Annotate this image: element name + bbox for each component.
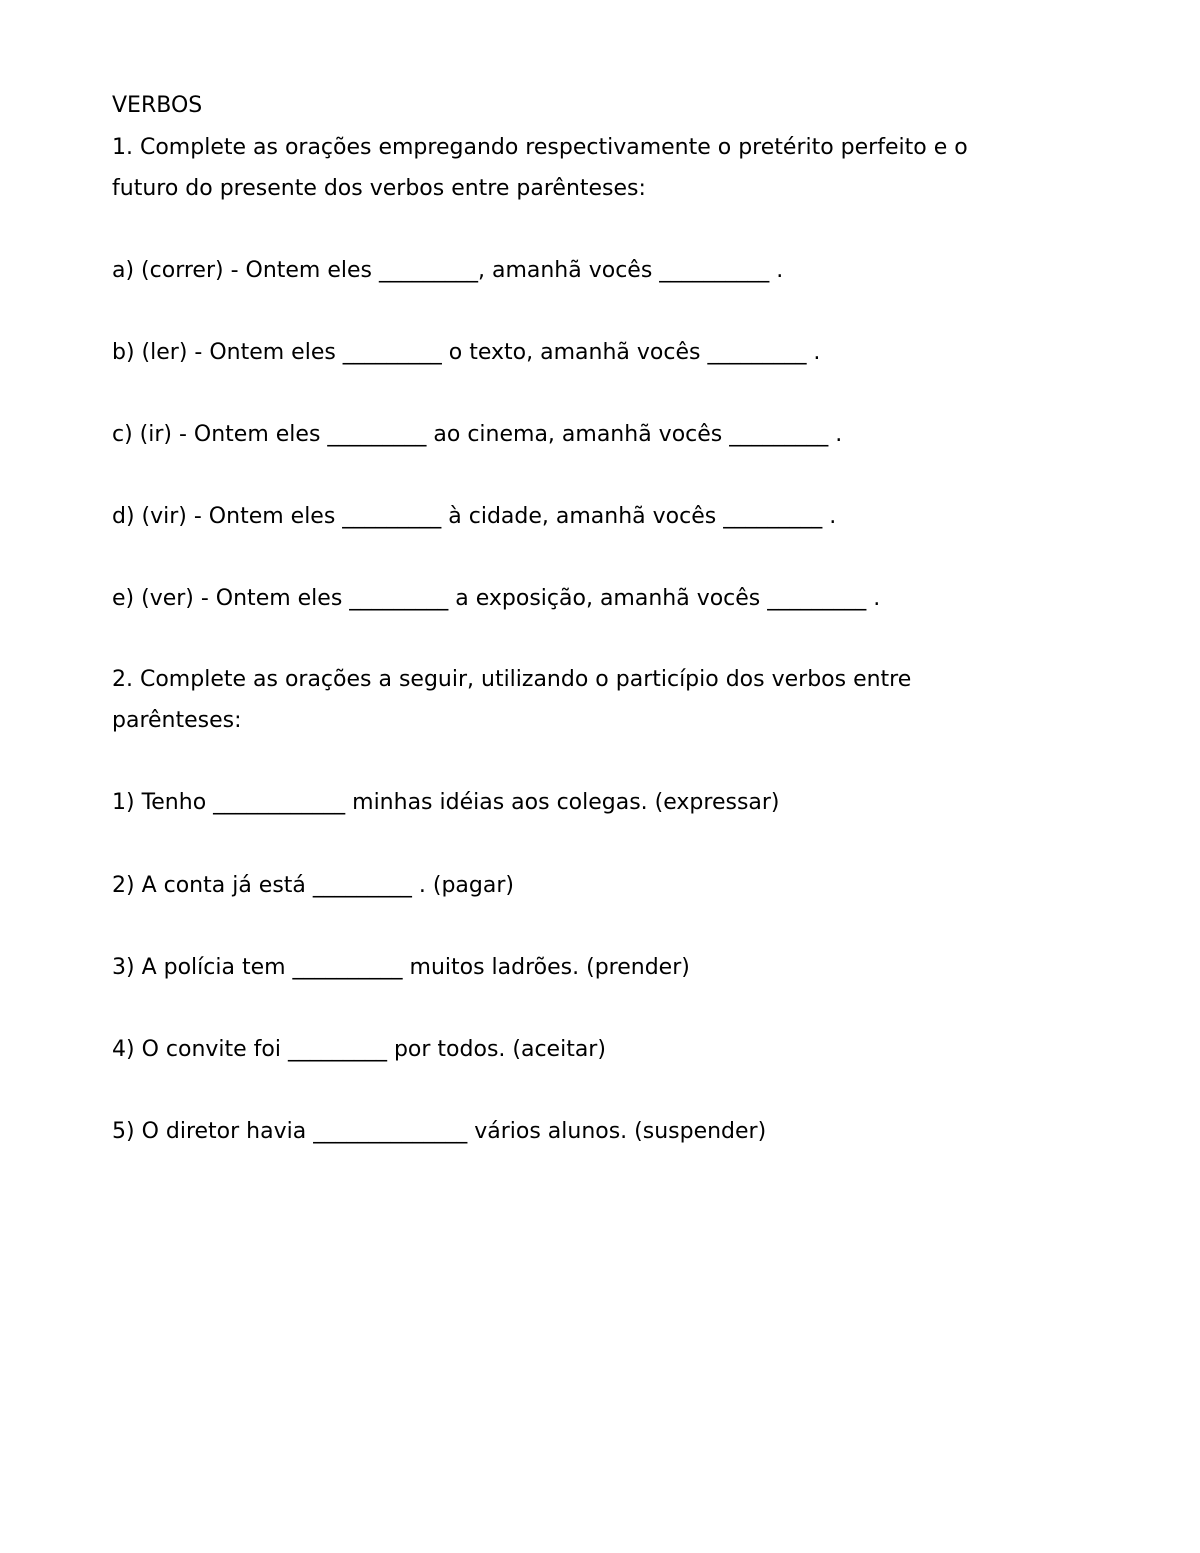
question-2-item-1: 1) Tenho ____________ minhas idéias aos colegas. (expressar) — [112, 790, 780, 815]
question-1-item-c: c) (ir) - Ontem eles _________ ao cinema, amanhã vocês _________ . — [112, 422, 843, 447]
question-2-item-3: 3) A polícia tem __________ muitos ladrões. (prender) — [112, 955, 690, 980]
question-2-item-2: 2) A conta já está _________ . (pagar) — [112, 873, 514, 898]
question-1-item-b: b) (ler) - Ontem eles _________ o texto, amanhã vocês _________ . — [112, 340, 821, 365]
question-1-prompt-line-1: 1. Complete as orações empregando respectivamente o pretérito perfeito e o — [112, 135, 968, 160]
question-2-prompt-line-1: 2. Complete as orações a seguir, utilizando o particípio dos verbos entre — [112, 667, 912, 692]
question-1-prompt-line-2: futuro do presente dos verbos entre parênteses: — [112, 176, 646, 201]
question-1-item-a: a) (correr) - Ontem eles _________, amanhã vocês __________ . — [112, 258, 784, 283]
question-1-item-e: e) (ver) - Ontem eles _________ a exposição, amanhã vocês _________ . — [112, 586, 881, 611]
question-2-prompt-line-2: parênteses: — [112, 708, 242, 733]
question-2-item-5: 5) O diretor havia ______________ vários alunos. (suspender) — [112, 1119, 767, 1144]
question-2-item-4: 4) O convite foi _________ por todos. (aceitar) — [112, 1037, 606, 1062]
question-1-item-d: d) (vir) - Ontem eles _________ à cidade, amanhã vocês _________ . — [112, 504, 837, 529]
document-title: VERBOS — [112, 93, 203, 118]
